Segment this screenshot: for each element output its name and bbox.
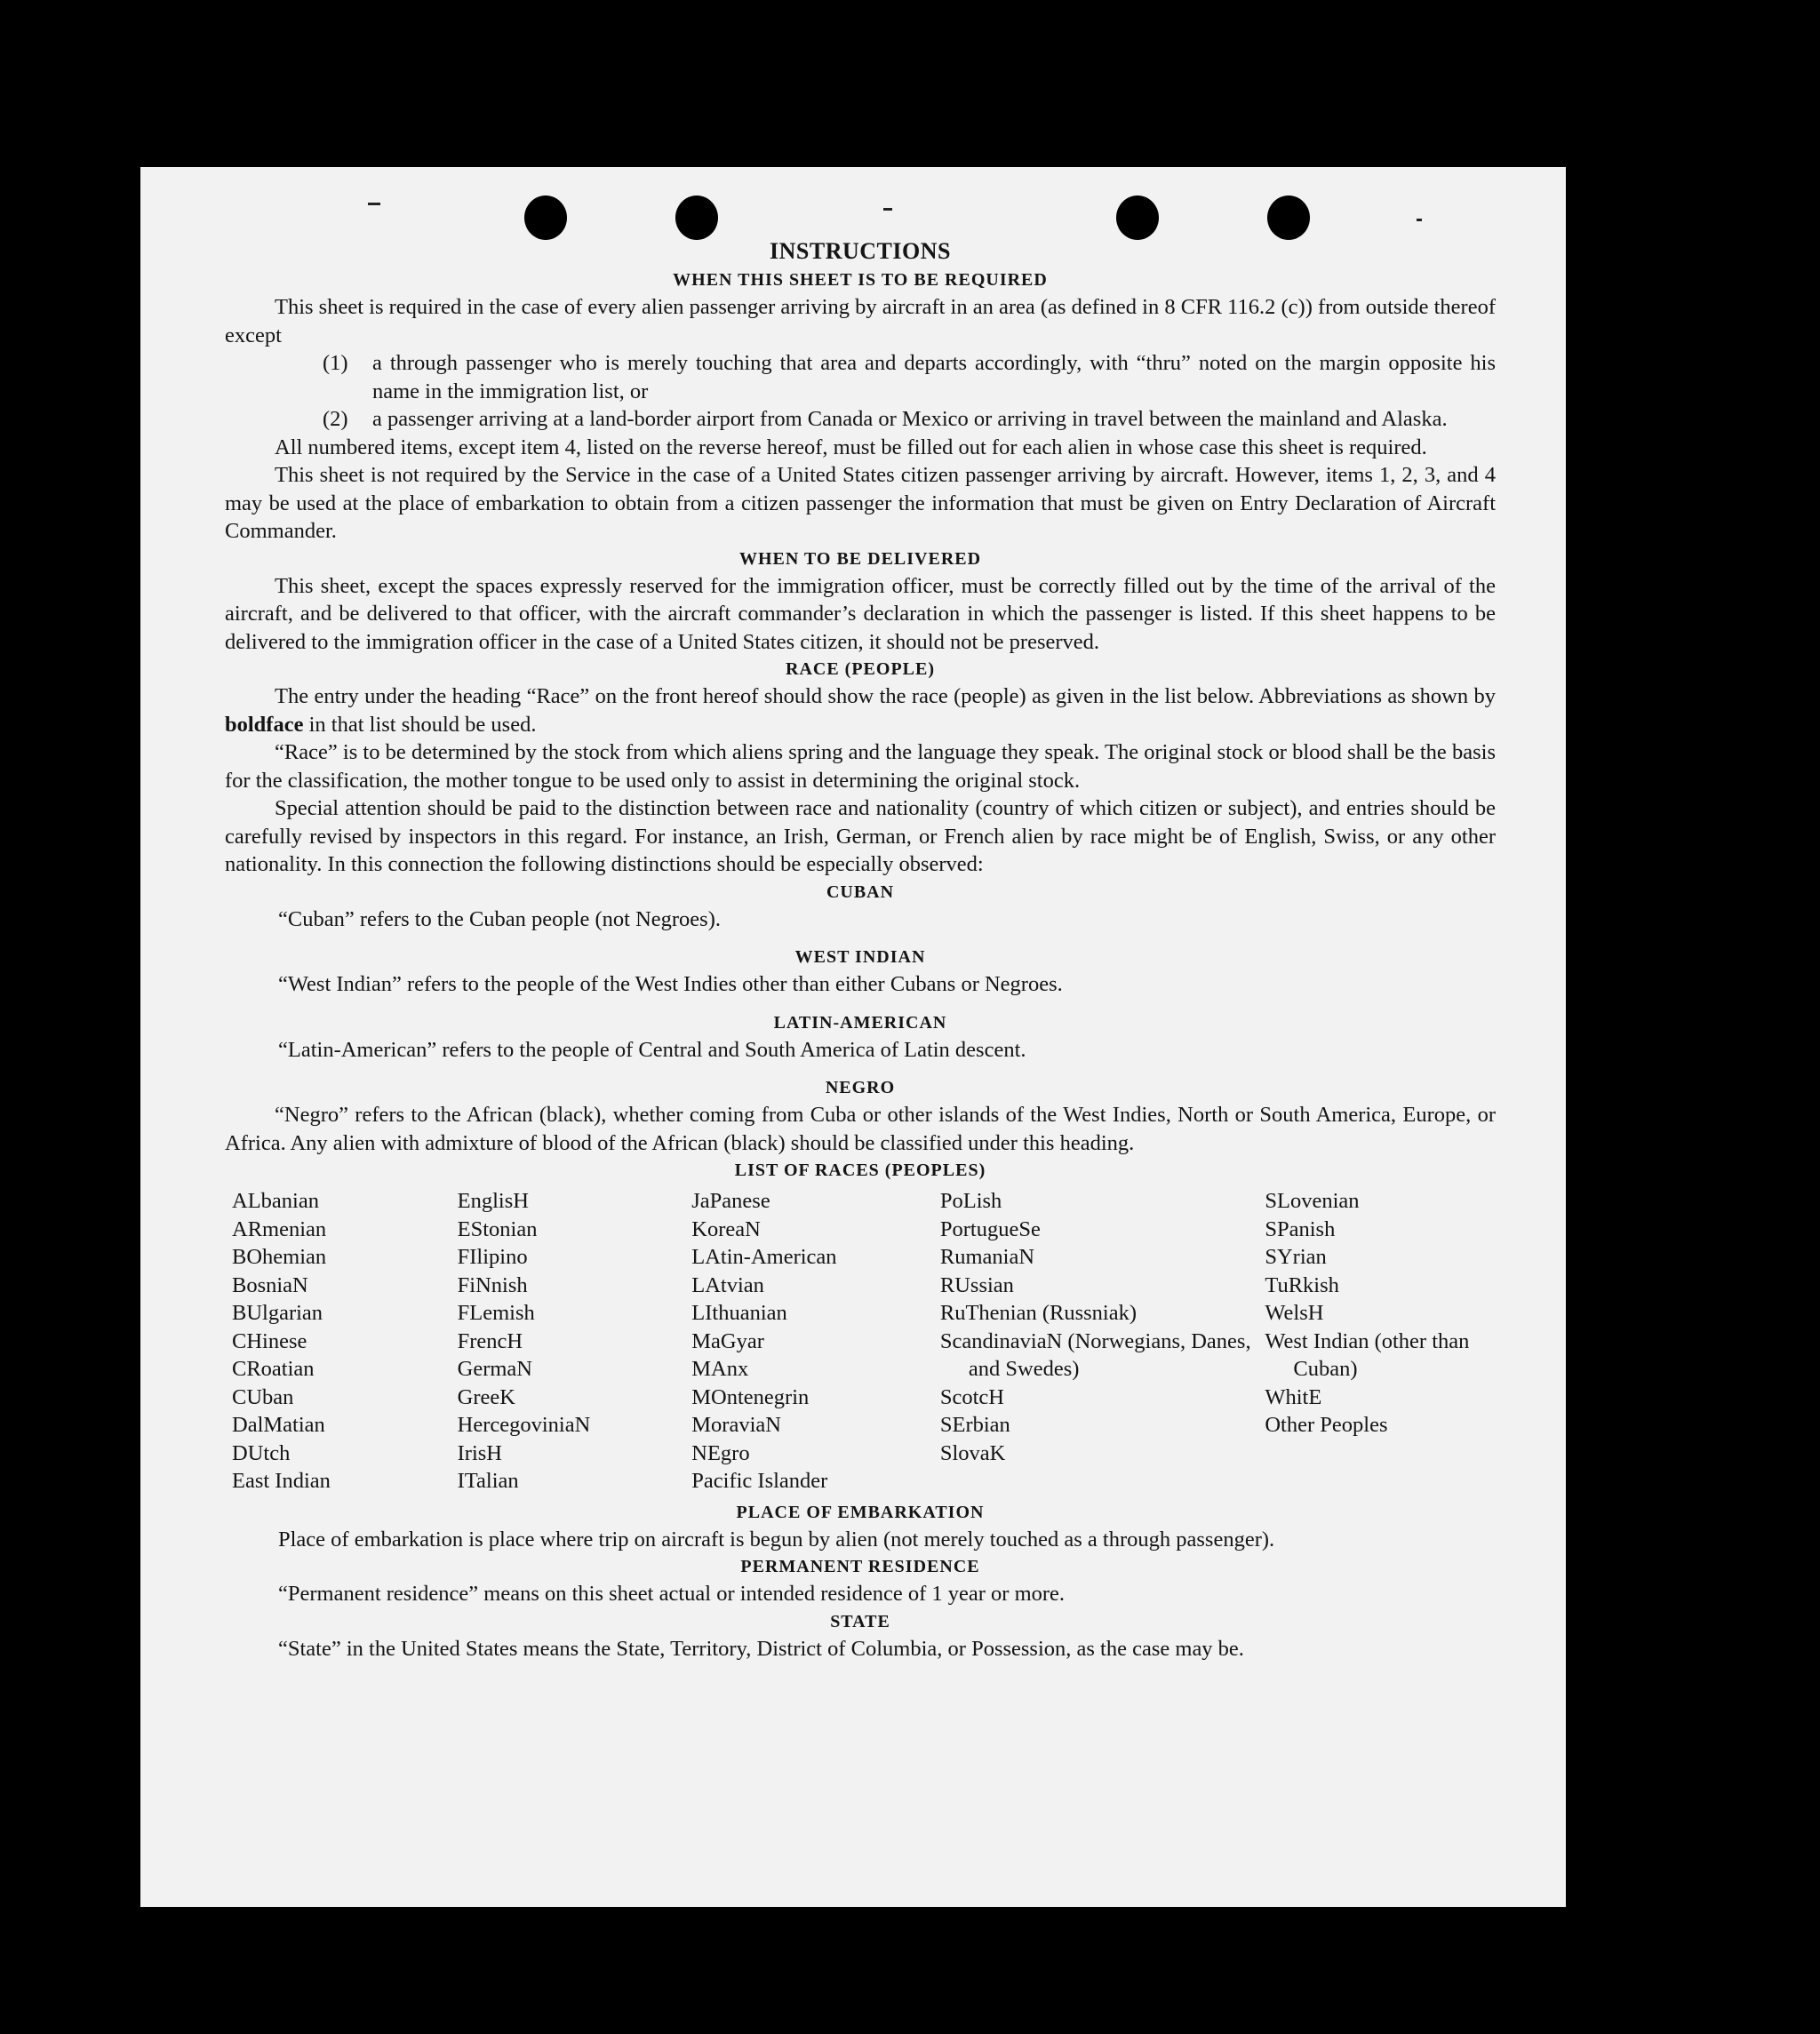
- section-heading-cuban: CUBAN: [826, 881, 895, 902]
- race-entry: EnglisH: [457, 1189, 529, 1213]
- race-entry: ScandinaviaN (Norwegians, Danes, and Swedes): [939, 1328, 1251, 1381]
- boldface-word: boldface: [225, 712, 304, 737]
- race-text-part: in that list should be used.: [308, 712, 537, 737]
- race-entry: NEgro: [691, 1440, 750, 1465]
- race-entry: EStonian: [457, 1216, 538, 1241]
- race-entry: JaPanese: [691, 1189, 770, 1213]
- race-entry: FrencH: [457, 1328, 523, 1353]
- race-paragraph-1: [225, 682, 1496, 738]
- race-entry: ScotcH: [939, 1384, 1004, 1409]
- races-column: [232, 1187, 458, 1496]
- race-entry: MAnx: [691, 1357, 749, 1381]
- section-heading-west-indian: WEST INDIAN: [794, 947, 926, 967]
- race-entry: WhitE: [1265, 1384, 1322, 1409]
- race-entry: PortugueSe: [939, 1216, 1041, 1241]
- punch-hole: [1267, 195, 1310, 240]
- race-entry: SErbian: [939, 1413, 1010, 1437]
- race-entry: MOntenegrin: [691, 1384, 810, 1409]
- race-entry: BOhemian: [232, 1245, 327, 1269]
- race-entry: KoreaN: [691, 1216, 761, 1241]
- race-entry: RumaniaN: [939, 1245, 1035, 1269]
- embarkation-paragraph: Place of embarkation is place where trip on aircraft is begun by alien (not merely touched as a through passenger).: [278, 1527, 1275, 1551]
- item-text: a through passenger who is merely touching that area and departs accordingly, with “thru” noted on the margin opposite his name in the immigration list, or: [372, 351, 1496, 403]
- scan-mark: [368, 203, 380, 205]
- required-intro: This sheet is required in the case of every alien passenger arriving by aircraft in an area (as defined in 8 CFR 116.2 (c)) from outside thereof except: [225, 295, 1496, 347]
- race-entry: SlovaK: [939, 1440, 1006, 1465]
- race-entry: CRoatian: [232, 1357, 315, 1381]
- race-entry: West Indian (other than Cuban): [1265, 1328, 1470, 1381]
- state-paragraph: “State” in the United States means the State, Territory, District of Columbia, or Possession, as the case may be.: [278, 1636, 1244, 1661]
- scan-mark: [1417, 219, 1422, 221]
- race-entry: FiNnish: [457, 1272, 528, 1297]
- page-title: INSTRUCTIONS: [770, 238, 951, 264]
- race-entry: GreeK: [457, 1384, 515, 1409]
- race-entry: PoLish: [939, 1189, 1002, 1213]
- race-entry: DUtch: [232, 1440, 291, 1465]
- numbered-items-paragraph: All numbered items, except item 4, listed on the reverse hereof, must be filled out for each alien in whose case this sheet is required.: [275, 435, 1427, 459]
- race-entry: SPanish: [1265, 1216, 1336, 1241]
- section-heading-delivered: WHEN TO BE DELIVERED: [738, 548, 982, 569]
- race-entry: WelsH: [1265, 1301, 1324, 1325]
- race-entry: DalMatian: [232, 1413, 325, 1437]
- section-heading-negro: NEGRO: [825, 1078, 896, 1097]
- race-entry: MaGyar: [691, 1328, 764, 1353]
- race-entry: RUssian: [939, 1272, 1014, 1297]
- section-heading-required: WHEN THIS SHEET IS TO BE REQUIRED: [673, 270, 1048, 290]
- race-entry: ALbanian: [232, 1189, 319, 1213]
- race-entry: BosniaN: [232, 1272, 308, 1297]
- race-entry: RuThenian (Russniak): [939, 1301, 1138, 1325]
- delivered-paragraph: This sheet, except the spaces expressly reserved for the immigration officer, must be correctly filled out by the time of the arrival of the aircraft, and be delivered to that officer, with the aircraft commander’s declaration in which the passenger is listed. If this sheet happens to be delivered to the immigration officer in the case of a United States citizen, it should not be preserved.: [225, 573, 1496, 654]
- races-column: [1265, 1187, 1496, 1496]
- race-entry: MoraviaN: [691, 1413, 781, 1437]
- race-entry: SYrian: [1265, 1245, 1327, 1269]
- citizen-paragraph: This sheet is not required by the Service in the case of a United States citizen passenger arriving by aircraft. However, items 1, 2, 3, and 4 may be used at the place of embarkation to obtain from a citizen passenger the information that must be given on Entry Declaration of Aircraft Commander.: [225, 463, 1496, 543]
- item-text: a passenger arriving at a land-border airport from Canada or Mexico or arriving in travel between the mainland and Alaska.: [372, 407, 1448, 431]
- cuban-paragraph: “Cuban” refers to the Cuban people (not Negroes).: [278, 906, 721, 931]
- race-entry: IrisH: [457, 1440, 502, 1465]
- race-entry: Other Peoples: [1265, 1413, 1388, 1437]
- race-entry: HercegoviniaN: [457, 1413, 591, 1437]
- section-heading-state: STATE: [830, 1611, 890, 1631]
- punch-hole: [524, 195, 567, 240]
- races-table: [232, 1187, 1496, 1496]
- residence-paragraph: “Permanent residence” means on this sheet actual or intended residence of 1 year or more.: [278, 1582, 1066, 1606]
- race-paragraph-3: Special attention should be paid to the distinction between race and nationality (country of which citizen or subject), and entries should be carefully revised by inspectors in this regard. For instance, an Irish, German, or French alien by race might be of English, Swiss, or any other nationality. In this connection the following distinctions should be especially observed:: [225, 796, 1496, 876]
- section-heading-latin-american: LATIN-AMERICAN: [773, 1012, 947, 1033]
- race-entry: LAtin-American: [691, 1245, 837, 1269]
- race-entry: FIlipino: [457, 1245, 528, 1269]
- race-entry: BUlgarian: [232, 1301, 323, 1325]
- west-indian-paragraph: “West Indian” refers to the people of the West Indies other than either Cubans or Negroes.: [278, 972, 1063, 996]
- race-text-part: The entry under the heading “Race” on the front hereof should show the race (people) as given in the list below. Abbreviations as shown by: [275, 684, 1496, 708]
- document-sheet: [140, 167, 1566, 1907]
- races-column: [458, 1187, 692, 1496]
- race-entry: GermaN: [457, 1357, 532, 1381]
- section-heading-race: RACE (PEOPLE): [786, 659, 935, 679]
- race-entry: ARmenian: [232, 1216, 327, 1241]
- exception-item: [323, 349, 1496, 405]
- section-heading-residence: PERMANENT RESIDENCE: [740, 1557, 980, 1576]
- latin-american-paragraph: “Latin-American” refers to the people of Central and South America of Latin descent.: [278, 1037, 1026, 1062]
- race-paragraph-2: “Race” is to be determined by the stock from which aliens spring and the language they speak. The original stock or blood shall be the basis for the classification, the mother tongue to be used only to assist in determining the original stock.: [225, 740, 1496, 793]
- exception-item: [323, 405, 1496, 434]
- race-entry: CHinese: [232, 1328, 307, 1353]
- instructions-content: [225, 236, 1496, 1663]
- race-entry: East Indian: [232, 1469, 331, 1493]
- section-heading-embarkation: PLACE OF EMBARKATION: [736, 1502, 985, 1522]
- item-number: (1): [323, 351, 348, 375]
- race-entry: FLemish: [457, 1301, 535, 1325]
- races-column: [940, 1187, 1265, 1496]
- section-heading-races-list: LIST OF RACES (PEOPLES): [734, 1161, 986, 1180]
- punch-hole: [675, 195, 718, 240]
- race-entry: LAtvian: [691, 1272, 764, 1297]
- item-number: (2): [323, 407, 348, 431]
- race-entry: CUban: [232, 1384, 294, 1409]
- negro-paragraph: “Negro” refers to the African (black), whether coming from Cuba or other islands of the West Indies, North or South America, Europe, or Africa. Any alien with admixture of blood of the African (black) should be classified under this heading.: [225, 1103, 1496, 1155]
- race-entry: LIthuanian: [691, 1301, 787, 1325]
- race-entry: TuRkish: [1265, 1272, 1339, 1297]
- scan-mark: [883, 208, 892, 211]
- race-entry: SLovenian: [1265, 1189, 1360, 1213]
- race-entry: Pacific Islander: [691, 1469, 828, 1493]
- punch-hole: [1116, 195, 1159, 240]
- race-entry: ITalian: [457, 1469, 519, 1493]
- races-column: [691, 1187, 940, 1496]
